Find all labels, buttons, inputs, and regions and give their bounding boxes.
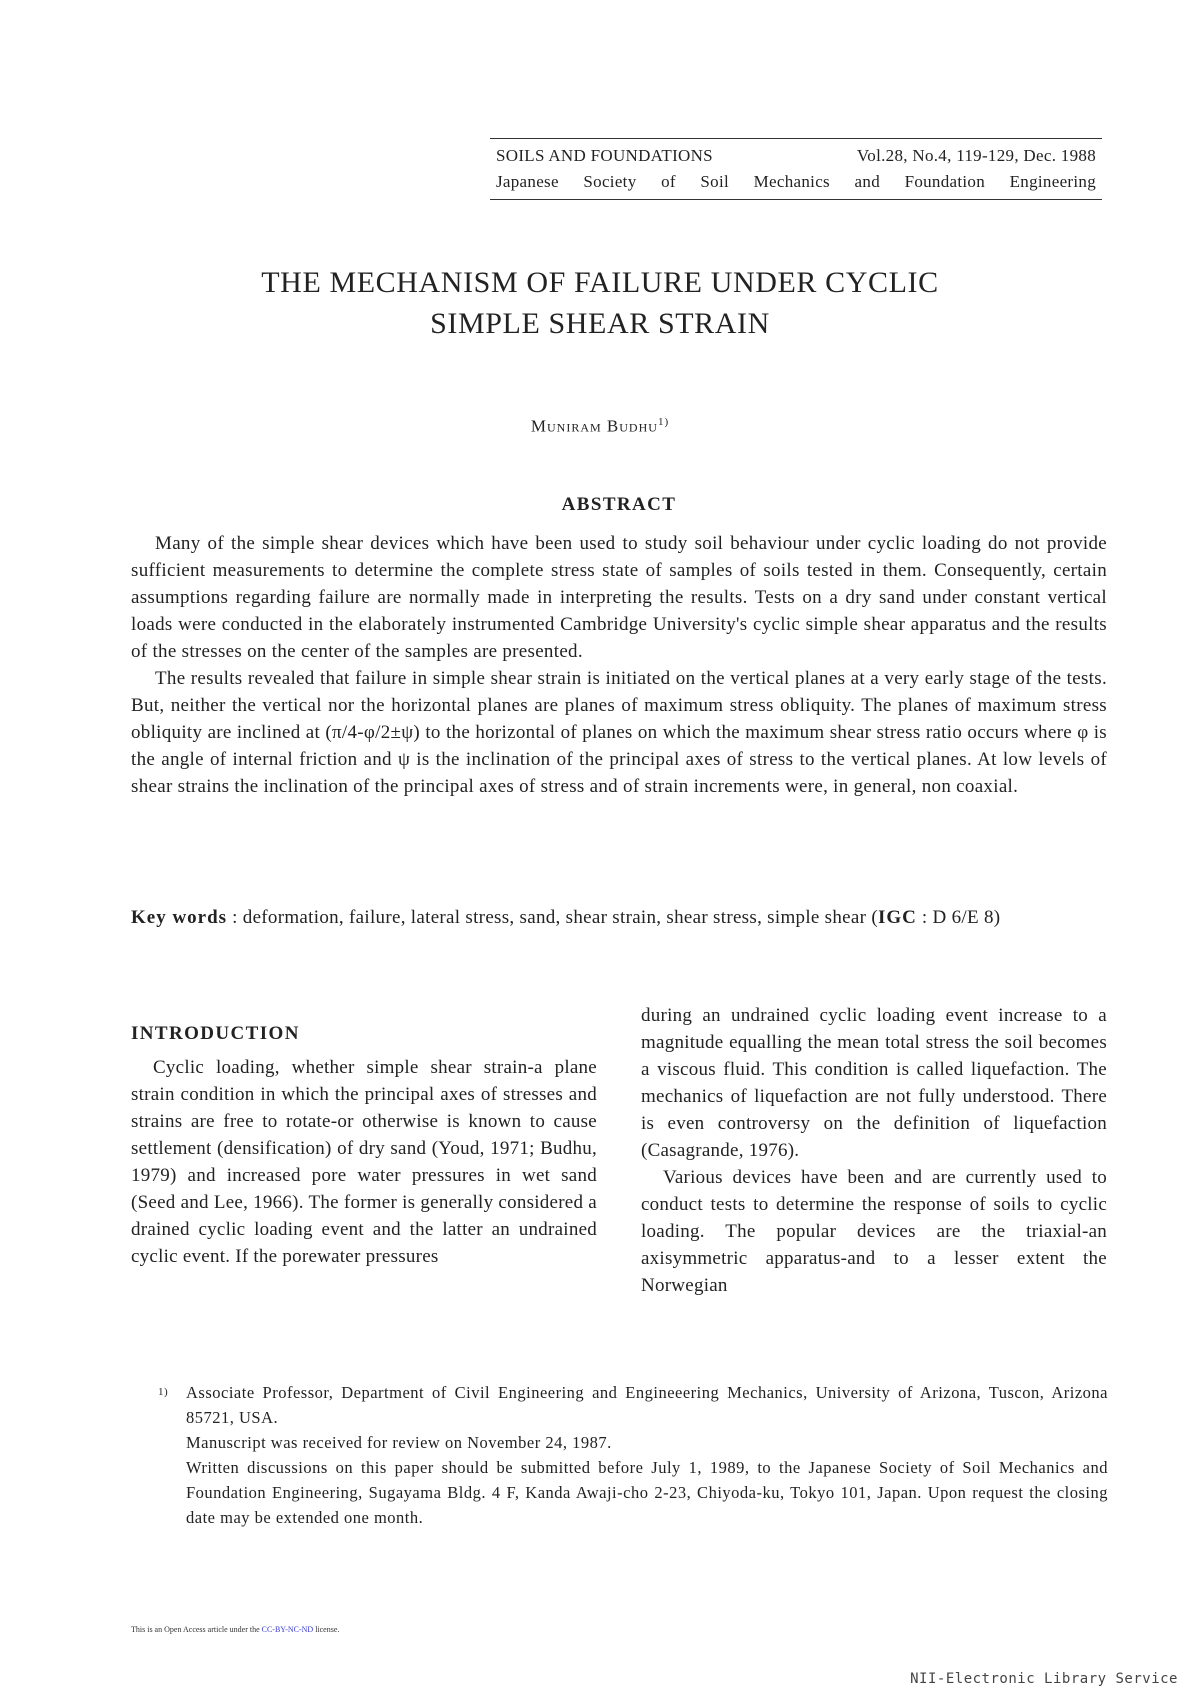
- author: [0, 416, 1200, 437]
- header-rule-bottom: [490, 199, 1102, 200]
- title-line-1: THE MECHANISM OF FAILURE UNDER CYCLIC: [261, 266, 939, 299]
- introduction-right-column: [641, 1002, 1107, 1299]
- title-line-2: SIMPLE SHEAR STRAIN: [430, 307, 770, 340]
- keywords-label: Key words: [131, 907, 228, 928]
- introduction-right-paragraph-2: Various devices have been and are currently used to conduct tests to determine the response of soils to cyclic loading. The popular devices are the triaxial-an axisymmetric apparatus-and to a lesser extent the Norwegian: [641, 1167, 1107, 1296]
- keywords-text: deformation, failure, lateral stress, sand, shear strain, shear stress, simple shear: [242, 907, 867, 928]
- introduction-left-paragraph: Cyclic loading, whether simple shear strain-a plane strain condition in which the principal axes of stresses and strains are free to rotate-or otherwise is known to cause settlement (densification) of dry sand (Youd, 1971; Budhu, 1979) and increased pore water pressures in wet sand (Seed and Lee, 1966). The former is generally considered a drained cyclic loading event and the latter an undrained cyclic event. If the porewater pressures: [131, 1057, 597, 1267]
- footnote-received: Manuscript was received for review on November 24, 1987.: [186, 1433, 612, 1452]
- library-service-footer: NII-Electronic Library Service: [910, 1671, 1178, 1687]
- igc-label: IGC: [877, 907, 917, 928]
- license-prefix: This is an Open Access article under the: [131, 1625, 262, 1634]
- footnote: [158, 1380, 1108, 1530]
- journal-header: [490, 138, 1102, 200]
- introduction-heading: INTRODUCTION: [131, 1023, 300, 1044]
- author-name: Muniram Budhu: [530, 416, 658, 436]
- abstract-paragraph-2: The results revealed that failure in simple shear strain is initiated on the vertical planes at a very early stage of the tests. But, neither the vertical nor the horizontal planes are planes of maximum stress obliquity. The planes of maximum stress obliquity are inclined at (π/4-φ/2±ψ) to the horizontal of planes on which the maximum shear stress ratio occurs where φ is the angle of internal friction and ψ is the inclination of the principal axes of stress to the vertical planes. At low levels of shear strains the inclination of the principal axes of stress and of strain increments were, in general, non coaxial.: [131, 668, 1107, 797]
- abstract-paragraph-1: Many of the simple shear devices which have been used to study soil behaviour under cyclic loading do not provide sufficient measurements to determine the complete stress state of samples of soils tested in them. Consequently, certain assumptions regarding failure are normally made in interpreting the results. Tests on a dry sand under constant vertical loads were conducted in the elaborately instrumented Cambridge University's cyclic simple shear apparatus and the results of the stresses on the center of the samples are presented.: [131, 533, 1107, 662]
- footnote-discussion: Written discussions on this paper should be submitted before July 1, 1989, to the Japanese Society of Soil Mechanics and Foundation Engineering, Sugayama Bldg. 4 F, Kanda Awaji-cho 2-23, Chiyoda-ku, Tokyo 101, Japan. Upon request the closing date may be extended one month.: [186, 1458, 1108, 1527]
- author-affiliation-marker: 1): [657, 416, 670, 428]
- introduction-left-column: [131, 1020, 597, 1270]
- keywords-separator: :: [227, 907, 243, 928]
- footnote-affiliation: Associate Professor, Department of Civil Engineering and Engineeering Mechanics, University of Arizona, Tuscon, Arizona 85721, USA.: [186, 1383, 1108, 1427]
- journal-society: Japanese Society of Soil Mechanics and Foundation Engineering: [496, 172, 1096, 191]
- journal-society-line: [490, 169, 1102, 195]
- igc-open: (: [866, 907, 878, 928]
- license-notice: [131, 1625, 339, 1634]
- footnote-marker: 1): [158, 1386, 169, 1398]
- journal-volume-info: Vol.28, No.4, 119-129, Dec. 1988: [856, 146, 1096, 165]
- abstract-body: [131, 530, 1107, 800]
- abstract-heading: ABSTRACT: [561, 494, 677, 515]
- igc-value: : D 6/E 8): [916, 907, 1001, 928]
- journal-name: SOILS AND FOUNDATIONS: [496, 146, 713, 165]
- paper-title: [0, 262, 1200, 344]
- license-suffix: license.: [313, 1625, 340, 1634]
- header-rule-top: [490, 138, 1102, 139]
- introduction-right-paragraph-1: during an undrained cyclic loading event increase to a magnitude equalling the mean total stress the soil becomes a viscous fluid. This condition is called liquefaction. The mechanics of liquefaction are not fully understood. There is even controversy on the definition of liquefaction (Casagrande, 1976).: [641, 1005, 1107, 1161]
- license-link[interactable]: CC-BY-NC-ND: [261, 1625, 314, 1634]
- keywords: [131, 904, 1107, 932]
- journal-citation-line: [490, 143, 1102, 169]
